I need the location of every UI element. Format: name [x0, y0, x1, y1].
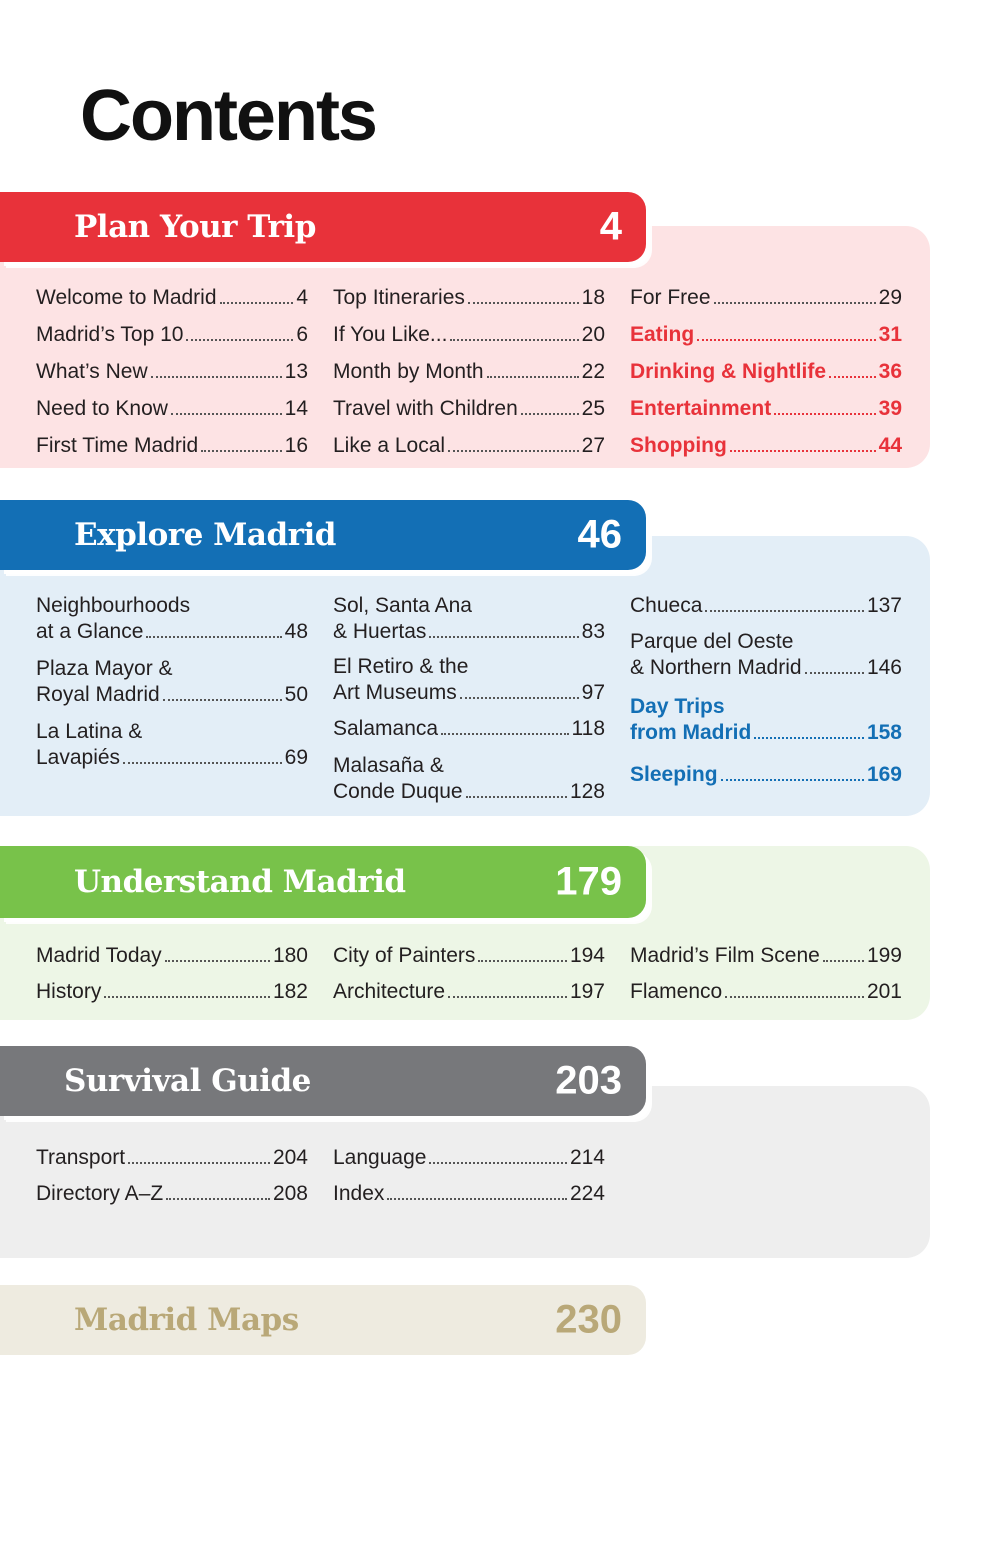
- plan-page: 4: [599, 204, 622, 249]
- maps-title: Madrid Maps: [74, 1302, 299, 1338]
- toc-entry-top-10[interactable]: Madrid’s Top 10 6: [36, 323, 308, 346]
- toc-entry-whats-new[interactable]: What’s New 13: [36, 360, 308, 383]
- plan-header[interactable]: [0, 192, 646, 262]
- plan-title: Plan Your Trip: [74, 209, 316, 245]
- toc-entry-sleeping[interactable]: Sleeping 169: [630, 763, 902, 786]
- toc-entry-chueca[interactable]: Chueca 137: [630, 594, 902, 617]
- toc-entry-sol[interactable]: Sol, Santa Ana & Huertas 83: [333, 594, 605, 643]
- toc-entry-madrid-today[interactable]: Madrid Today 180: [36, 944, 308, 967]
- section-plan-your-trip: [0, 192, 1008, 472]
- toc-entry-children[interactable]: Travel with Children 25: [333, 397, 605, 420]
- page-title: Contents: [80, 76, 376, 156]
- section-madrid-maps: [0, 1285, 1008, 1357]
- toc-entry-drinking[interactable]: Drinking & Nightlife 36: [630, 360, 902, 383]
- understand-title: Understand Madrid: [74, 864, 406, 900]
- toc-entry-film-scene[interactable]: Madrid’s Film Scene 199: [630, 944, 902, 967]
- section-survival-guide: [0, 1046, 1008, 1262]
- understand-header[interactable]: [0, 846, 646, 918]
- toc-entry-el-retiro[interactable]: El Retiro & the Art Museums 97: [333, 655, 605, 704]
- toc-entry-month-by-month[interactable]: Month by Month 22: [333, 360, 605, 383]
- toc-entry-malasana[interactable]: Malasaña & Conde Duque 128: [333, 754, 605, 803]
- toc-entry-need-to-know[interactable]: Need to Know 14: [36, 397, 308, 420]
- toc-entry-plaza-mayor[interactable]: Plaza Mayor & Royal Madrid 50: [36, 657, 308, 706]
- toc-entry-if-you-like[interactable]: If You Like... 20: [333, 323, 605, 346]
- maps-page: 230: [555, 1297, 622, 1342]
- toc-entry-language[interactable]: Language 214: [333, 1146, 605, 1169]
- toc-entry-like-a-local[interactable]: Like a Local 27: [333, 434, 605, 457]
- toc-entry-salamanca[interactable]: Salamanca 118: [333, 717, 605, 740]
- toc-entry-welcome[interactable]: Welcome to Madrid 4: [36, 286, 308, 309]
- toc-entry-shopping[interactable]: Shopping 44: [630, 434, 902, 457]
- toc-entry-transport[interactable]: Transport 204: [36, 1146, 308, 1169]
- toc-entry-index[interactable]: Index 224: [333, 1182, 605, 1205]
- survival-title: Survival Guide: [64, 1063, 311, 1099]
- explore-page: 46: [577, 512, 622, 557]
- toc-entry-directory[interactable]: Directory A–Z 208: [36, 1182, 308, 1205]
- toc-entry-eating[interactable]: Eating 31: [630, 323, 902, 346]
- explore-title: Explore Madrid: [74, 517, 336, 553]
- toc-entry-day-trips[interactable]: Day Trips from Madrid 158: [630, 695, 902, 744]
- toc-entry-for-free[interactable]: For Free 29: [630, 286, 902, 309]
- toc-entry-itineraries[interactable]: Top Itineraries 18: [333, 286, 605, 309]
- section-understand-madrid: [0, 846, 1008, 1026]
- toc-entry-neighbourhoods[interactable]: Neighbourhoods at a Glance 48: [36, 594, 308, 643]
- survival-header[interactable]: [0, 1046, 646, 1116]
- toc-entry-la-latina[interactable]: La Latina & Lavapiés 69: [36, 720, 308, 769]
- toc-entry-entertainment[interactable]: Entertainment 39: [630, 397, 902, 420]
- toc-entry-flamenco[interactable]: Flamenco 201: [630, 980, 902, 1003]
- maps-header[interactable]: [0, 1285, 646, 1355]
- section-explore-madrid: [0, 500, 1008, 820]
- toc-entry-first-time[interactable]: First Time Madrid 16: [36, 434, 308, 457]
- understand-page: 179: [555, 859, 622, 904]
- toc-entry-city-of-painters[interactable]: City of Painters 194: [333, 944, 605, 967]
- survival-page: 203: [555, 1058, 622, 1103]
- toc-entry-history[interactable]: History 182: [36, 980, 308, 1003]
- explore-header[interactable]: [0, 500, 646, 570]
- toc-entry-parque-del-oeste[interactable]: Parque del Oeste & Northern Madrid 146: [630, 630, 902, 679]
- toc-entry-architecture[interactable]: Architecture 197: [333, 980, 605, 1003]
